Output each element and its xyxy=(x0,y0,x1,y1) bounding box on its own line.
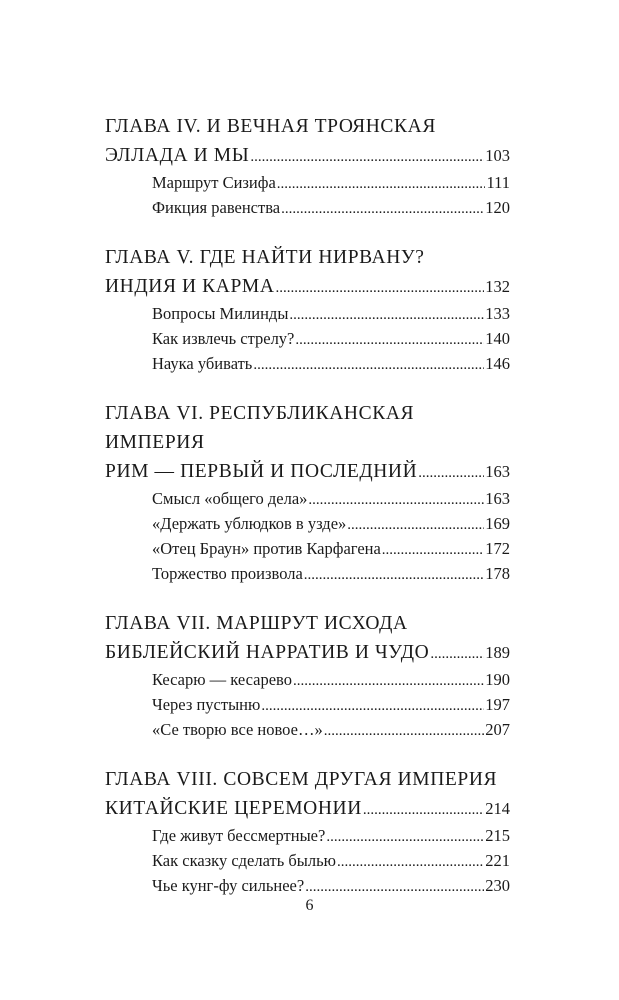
dot-leader xyxy=(304,563,484,588)
section-entry xyxy=(105,195,510,220)
dot-leader xyxy=(347,513,484,538)
section-entry xyxy=(105,561,510,586)
section-title: Чье кунг-фу сильнее? xyxy=(152,876,305,895)
section-entry xyxy=(105,692,510,717)
dot-leader xyxy=(430,640,484,669)
section-entry xyxy=(105,326,510,351)
page-number: 221 xyxy=(485,851,510,870)
dot-leader xyxy=(289,303,484,328)
section-entry xyxy=(105,717,510,742)
page-number: 163 xyxy=(485,462,510,481)
page-number: 214 xyxy=(485,799,510,818)
page-number: 133 xyxy=(485,304,510,323)
section-entry xyxy=(105,301,510,326)
page-number: 120 xyxy=(485,198,510,217)
chapter-entry xyxy=(105,272,510,301)
chapter-subtitle: БИБЛЕЙСКИЙ НАРРАТИВ И ЧУДО xyxy=(105,642,430,663)
section-entry xyxy=(105,511,510,536)
section-entry xyxy=(105,351,510,376)
section-title: Наука убивать xyxy=(152,354,253,373)
chapter-title: ГЛАВА VII. МАРШРУТ ИСХОДА xyxy=(105,613,408,634)
section-entry xyxy=(105,667,510,692)
chapter-entry xyxy=(105,638,510,667)
chapter-entry xyxy=(105,794,510,823)
dot-leader xyxy=(250,143,484,172)
chapter-heading-line xyxy=(105,243,510,272)
page-number: 189 xyxy=(485,643,510,662)
chapter-entry xyxy=(105,141,510,170)
section-title: Как извлечь стрелу? xyxy=(152,329,295,348)
page-number: 169 xyxy=(485,514,510,533)
section-title: Смысл «общего дела» xyxy=(152,489,308,508)
dot-leader xyxy=(253,353,484,378)
section-title: Кесарю — кесарево xyxy=(152,670,292,689)
section-title: Маршрут Сизифа xyxy=(152,173,276,192)
chapter-subtitle: ИНДИЯ И КАРМА xyxy=(105,276,275,297)
chapter-heading-line xyxy=(105,609,510,638)
dot-leader xyxy=(418,459,484,488)
dot-leader xyxy=(337,850,484,875)
dot-leader xyxy=(277,172,486,197)
toc-chapter-7 xyxy=(105,609,510,742)
dot-leader xyxy=(261,694,484,719)
page-number: 178 xyxy=(485,564,510,583)
section-entry xyxy=(105,823,510,848)
dot-leader xyxy=(295,328,484,353)
page-number: 132 xyxy=(485,277,510,296)
toc-chapter-8 xyxy=(105,765,510,898)
table-of-contents xyxy=(105,112,510,921)
toc-chapter-5 xyxy=(105,243,510,376)
section-entry xyxy=(105,536,510,561)
section-title: Как сказку сделать былью xyxy=(152,851,336,870)
section-entry xyxy=(105,486,510,511)
section-title: «Отец Браун» против Карфагена xyxy=(152,539,381,558)
page-number: 146 xyxy=(485,354,510,373)
chapter-subtitle: КИТАЙСКИЕ ЦЕРЕМОНИИ xyxy=(105,798,362,819)
section-title: Торжество произвола xyxy=(152,564,303,583)
dot-leader xyxy=(363,796,484,825)
chapter-title: ГЛАВА V. ГДЕ НАЙТИ НИРВАНУ? xyxy=(105,247,425,268)
section-title: Фикция равенства xyxy=(152,198,281,217)
page-number: 103 xyxy=(485,146,510,165)
page-number: 215 xyxy=(485,826,510,845)
section-title: Через пустыню xyxy=(152,695,261,714)
section-entry xyxy=(105,170,510,195)
dot-leader xyxy=(308,488,484,513)
section-title: «Се творю все новое…» xyxy=(152,720,323,739)
chapter-title: ГЛАВА VI. РЕСПУБЛИКАНСКАЯ xyxy=(105,403,415,424)
page-number: 230 xyxy=(485,876,510,895)
section-entry xyxy=(105,873,510,898)
page-number: 163 xyxy=(485,489,510,508)
chapter-subtitle: РИМ — ПЕРВЫЙ И ПОСЛЕДНИЙ xyxy=(105,461,418,482)
chapter-heading-line xyxy=(105,399,510,428)
chapter-heading-line xyxy=(105,765,510,794)
chapter-title: ГЛАВА VIII. СОВСЕМ ДРУГАЯ ИМПЕРИЯ xyxy=(105,769,498,790)
page-number: 207 xyxy=(485,720,510,739)
page-folio: 6 xyxy=(305,897,314,914)
dot-leader xyxy=(324,719,485,744)
section-entry xyxy=(105,848,510,873)
section-title: Вопросы Милинды xyxy=(152,304,289,323)
chapter-title: ГЛАВА IV. И ВЕЧНАЯ ТРОЯНСКАЯ xyxy=(105,116,436,137)
chapter-subtitle: ЭЛЛАДА И МЫ xyxy=(105,145,250,166)
page-number: 111 xyxy=(486,173,510,192)
chapter-heading-line xyxy=(105,428,510,457)
page-number: 140 xyxy=(485,329,510,348)
section-title: Где живут бессмертные? xyxy=(152,826,326,845)
dot-leader xyxy=(326,825,484,850)
dot-leader xyxy=(382,538,484,563)
page-number: 197 xyxy=(485,695,510,714)
dot-leader xyxy=(293,669,484,694)
dot-leader xyxy=(281,197,484,222)
dot-leader xyxy=(276,274,485,303)
toc-chapter-4 xyxy=(105,112,510,220)
chapter-title-continued: ИМПЕРИЯ xyxy=(105,432,205,453)
page-number: 190 xyxy=(485,670,510,689)
page-number: 172 xyxy=(485,539,510,558)
chapter-entry xyxy=(105,457,510,486)
chapter-heading-line xyxy=(105,112,510,141)
toc-chapter-6 xyxy=(105,399,510,586)
section-title: «Держать ублюдков в узде» xyxy=(152,514,347,533)
